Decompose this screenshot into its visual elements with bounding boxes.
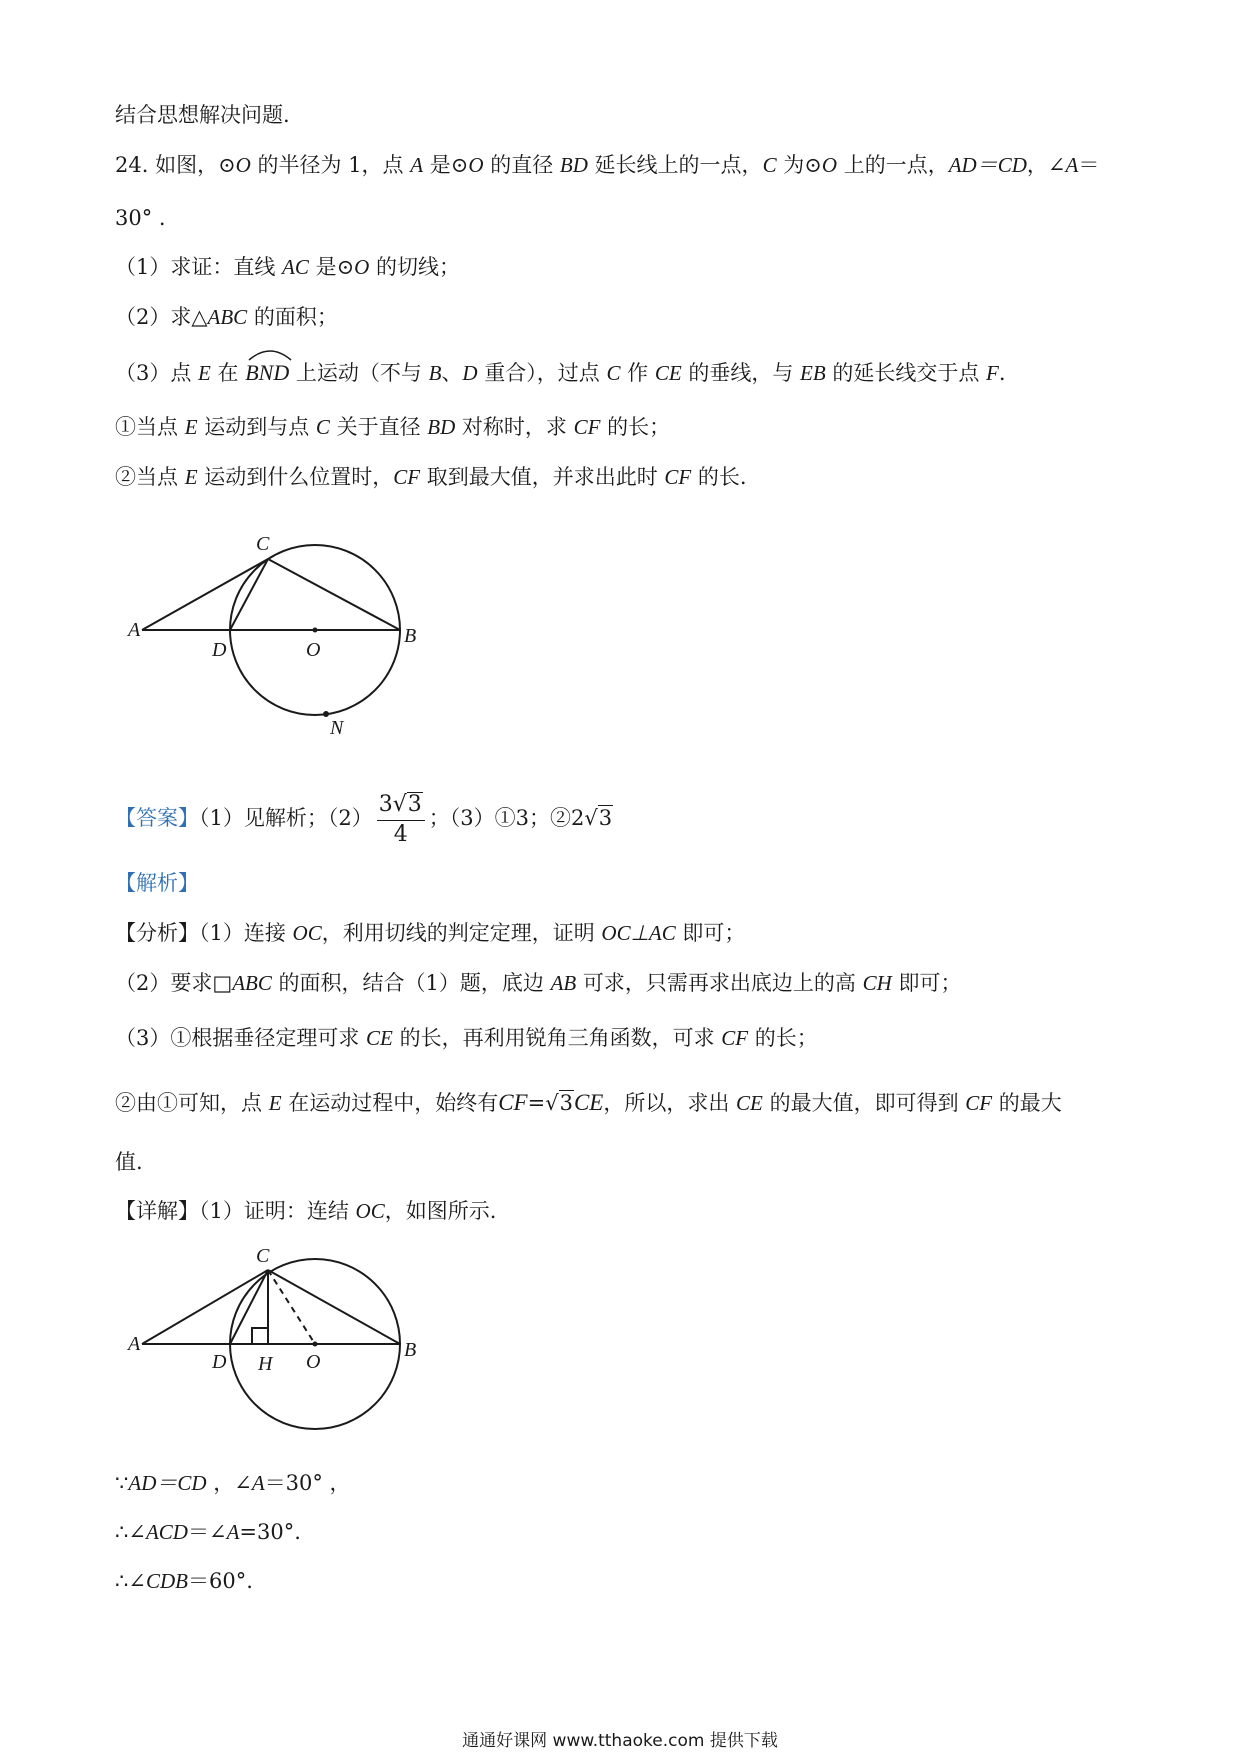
var: CDB — [145, 1569, 188, 1593]
part3-line — [115, 358, 1006, 388]
point-n — [323, 711, 329, 717]
text: 在 — [210, 361, 246, 385]
var: ABC — [232, 971, 272, 995]
text: ，∠ — [1026, 153, 1066, 177]
detail-tag: 【详解】 — [115, 1199, 199, 1223]
answer-line: 【答案】（1）见解析；（2） $\frac{3√3}{4}$ ；（3）①3；②2√3 — [115, 792, 613, 847]
text: ＝30° ， — [264, 1471, 351, 1495]
line-cb — [268, 559, 400, 630]
denominator: 4 — [393, 822, 408, 847]
text: 上运动（不与 — [289, 361, 429, 385]
text: 即可； — [891, 971, 962, 995]
text: 的长； — [600, 415, 671, 439]
text: 延长线上的一点， — [587, 153, 763, 177]
text: 、 — [441, 361, 463, 385]
label-n: N — [330, 717, 344, 739]
q24-line2 — [115, 203, 166, 233]
radicand: 3 — [598, 806, 613, 830]
text: 在运动过程中，始终有 — [281, 1091, 499, 1115]
numerator: 3√3 — [377, 790, 425, 821]
var: AD＝CD — [948, 153, 1027, 177]
analysis-tag-line — [115, 868, 199, 898]
var: CH — [862, 971, 892, 995]
text: （2）要求□ — [115, 971, 233, 995]
text: 运动到什么位置时， — [197, 465, 394, 489]
text: ，如图所示. — [384, 1199, 497, 1223]
var: E — [184, 415, 198, 439]
var: A — [226, 1520, 240, 1544]
var: CF — [664, 465, 692, 489]
text: 可求，只需再求出底边上的高 — [576, 971, 863, 995]
text: ＝∠ — [187, 1520, 227, 1544]
text: ①当点 — [115, 415, 185, 439]
part2-line — [115, 302, 338, 332]
text: ，利用切线的判定定理，证明 — [321, 921, 602, 945]
text: 的长，再利用锐角三角函数，可求 — [392, 1026, 722, 1050]
var: BD — [427, 415, 456, 439]
text: （1）证明：连结 — [199, 1199, 356, 1223]
var: OC — [355, 1199, 385, 1223]
text: 结合思想解决问题. — [115, 103, 290, 127]
label-h: H — [258, 1353, 273, 1375]
text: ②当点 — [115, 465, 185, 489]
text: 的延长线交于点 — [825, 361, 987, 385]
text: 的半径为 1，点 — [250, 153, 411, 177]
text: ；（3）①3；②2 — [428, 806, 585, 830]
text: 的面积，结合（1）题，底边 — [271, 971, 551, 995]
label-c: C — [256, 1245, 270, 1267]
var: O — [235, 153, 251, 177]
geometry-figure-1 — [120, 520, 440, 740]
var: OC — [292, 921, 322, 945]
var: B — [428, 361, 442, 385]
label-o: O — [306, 1351, 321, 1373]
text: 24. 如图，⊙ — [115, 153, 236, 177]
text: 是⊙ — [423, 153, 469, 177]
text: =30°. — [239, 1520, 301, 1544]
fenxi-tag: 【分析】 — [115, 921, 199, 945]
text: 的长. — [691, 465, 747, 489]
right-angle-icon — [252, 1328, 268, 1344]
label-b: B — [404, 1339, 417, 1361]
part1-line — [115, 252, 460, 282]
text: 的切线； — [369, 255, 461, 279]
var: BND — [245, 360, 290, 385]
text: （3）点 — [115, 361, 199, 385]
var: O — [468, 153, 484, 177]
text: 的面积； — [247, 305, 338, 329]
text: 即可； — [675, 921, 746, 945]
label-d: D — [212, 639, 227, 661]
line-cb — [268, 1270, 400, 1344]
text: ，∠ — [206, 1471, 252, 1495]
text: 的垂线，与 — [681, 361, 801, 385]
label-d: D — [212, 1351, 227, 1373]
text: 作 — [620, 361, 655, 385]
var: AC — [282, 255, 309, 279]
point-o — [313, 1342, 318, 1347]
var: CF — [965, 1091, 993, 1115]
text: . — [998, 361, 1006, 385]
text: ，所以，求出 — [603, 1091, 737, 1115]
text: 值. — [115, 1150, 143, 1174]
arc-mark-icon — [245, 346, 295, 362]
var: AD＝CD — [128, 1471, 207, 1495]
text: ∴∠ — [115, 1520, 146, 1544]
text: （1）求证：直线 — [115, 255, 283, 279]
text: 的最大值，即可得到 — [762, 1091, 966, 1115]
line-co-dashed — [268, 1270, 315, 1344]
analysis-tag: 【解析】 — [115, 871, 199, 895]
var: C — [315, 415, 330, 439]
fenxi-line4: ②由①可知，点 E 在运动过程中，始终有CF=√3CE，所以，求出 CE 的最大值，即可得到 CF 的最大 — [115, 1090, 1062, 1115]
coef: 3 — [378, 792, 393, 817]
var: CF — [498, 1090, 528, 1115]
text: 关于直径 — [329, 415, 428, 439]
text: ②由①可知，点 — [115, 1091, 269, 1115]
text: 的长； — [748, 1026, 818, 1050]
var: C — [762, 153, 777, 177]
fenxi-line3 — [115, 1023, 818, 1053]
sub2-line — [115, 462, 747, 492]
proof-line3 — [115, 1566, 253, 1596]
geometry-figure-2 — [120, 1240, 440, 1440]
var: ABC — [207, 305, 248, 329]
answer-tag: 【答案】 — [115, 806, 199, 830]
label-b: B — [404, 625, 417, 647]
text: ∴∠ — [115, 1569, 146, 1593]
detail-line1 — [115, 1196, 496, 1226]
var: CF — [393, 465, 421, 489]
var: ACD — [145, 1520, 188, 1544]
proof-line1 — [115, 1468, 351, 1498]
radicand: 3 — [407, 792, 422, 817]
label-a: A — [128, 1333, 141, 1355]
text: ＝60°. — [187, 1569, 253, 1593]
label-c: C — [256, 533, 270, 555]
var: A — [251, 1471, 265, 1495]
var: O — [821, 153, 838, 177]
var: CF — [573, 415, 601, 439]
var: C — [606, 361, 621, 385]
var: F — [986, 361, 999, 385]
fenxi-line5 — [115, 1147, 143, 1177]
text: 对称时，求 — [455, 415, 574, 439]
text: 的直径 — [483, 153, 560, 177]
fraction — [377, 790, 425, 849]
text: 30° . — [115, 206, 166, 230]
label-o: O — [306, 639, 321, 661]
text: （1）连接 — [199, 921, 293, 945]
var: EB — [800, 361, 826, 385]
var: E — [268, 1091, 282, 1115]
text: （3）①根据垂径定理可求 — [115, 1026, 367, 1050]
var: D — [462, 361, 478, 385]
q24-line1 — [115, 150, 1099, 180]
var: A — [1065, 153, 1079, 177]
var: AB — [550, 971, 577, 995]
text: = — [527, 1091, 546, 1115]
fenxi-line1 — [115, 918, 745, 948]
text: 上的一点， — [837, 153, 949, 177]
var: CE — [654, 361, 682, 385]
footer: 通通好课网 www.tthaoke.com 提供下载 — [462, 1731, 778, 1751]
text: 为⊙ — [776, 153, 822, 177]
text: 重合），过点 — [477, 361, 607, 385]
point-o — [313, 628, 318, 633]
var: CE — [573, 1090, 604, 1115]
var: A — [410, 153, 424, 177]
text: （1）见解析；（2） — [199, 806, 373, 830]
text: 是⊙ — [308, 255, 355, 279]
var: OC⊥AC — [601, 921, 676, 945]
var: CF — [721, 1026, 749, 1050]
sub1-line — [115, 412, 670, 442]
fenxi-line2 — [115, 968, 961, 998]
arc-label — [245, 358, 289, 388]
text: ∵ — [115, 1471, 129, 1495]
text: 运动到与点 — [197, 415, 316, 439]
proof-line2 — [115, 1517, 301, 1547]
var: CE — [366, 1026, 393, 1050]
intro-line — [115, 100, 290, 130]
text: 取到最大值，并求出此时 — [420, 465, 665, 489]
var: O — [354, 255, 370, 279]
label-a: A — [128, 619, 141, 641]
var: BD — [559, 153, 588, 177]
text: 的最大 — [992, 1091, 1062, 1115]
var: E — [198, 361, 211, 385]
var: E — [184, 465, 198, 489]
var: CE — [736, 1091, 763, 1115]
radicand: 3 — [559, 1091, 573, 1115]
text: （2）求△ — [115, 305, 208, 329]
text: ＝ — [1078, 153, 1100, 177]
